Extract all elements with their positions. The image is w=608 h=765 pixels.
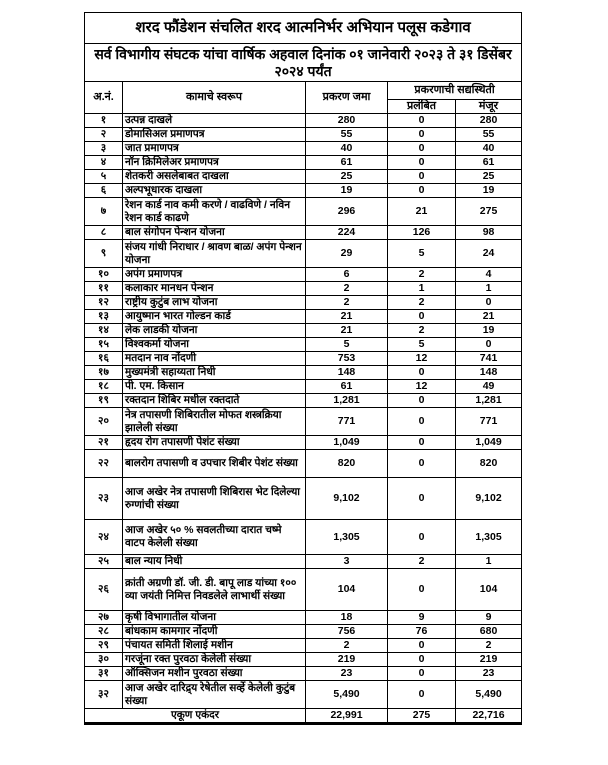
table-row [85,352,522,366]
received-cell: 2 [306,639,388,653]
table-row [85,156,522,170]
approved-cell: 40 [456,142,522,156]
serial-cell: १५ [85,338,123,352]
received-cell: 19 [306,184,388,198]
approved-cell: 21 [456,310,522,324]
work-cell: आज अखेर ५० % सवलतीच्या दारात चष्मे वाटप केलेली संख्या [123,520,306,555]
work-cell: शेतकरी असलेबाबत दाखला [123,170,306,184]
received-cell: 753 [306,352,388,366]
received-cell: 6 [306,268,388,282]
table-row [85,324,522,338]
work-cell: नेत्र तपासणी शिबिरातील मोफत शस्त्रक्रिया झालेली संख्या [123,408,306,436]
work-cell: बाल न्याय निधी [123,555,306,569]
approved-cell: 1 [456,282,522,296]
work-cell: मतदान नाव नोंदणी [123,352,306,366]
report-subtitle: सर्व विभागीय संघटक यांचा वार्षिक अहवाल दिनांक ०१ जानेवारी २०२३ ते ३१ डिसेंबर २०२४ पर्यंत [85,44,522,82]
table-row [85,240,522,268]
approved-cell: 19 [456,184,522,198]
approved-cell: 98 [456,226,522,240]
received-cell: 5 [306,338,388,352]
received-cell: 104 [306,569,388,611]
serial-cell: २३ [85,478,123,520]
pending-cell: 0 [388,366,456,380]
pending-cell: 5 [388,338,456,352]
serial-cell: १९ [85,394,123,408]
approved-cell: 1 [456,555,522,569]
received-cell: 21 [306,310,388,324]
pending-cell: 0 [388,520,456,555]
received-cell: 5,490 [306,681,388,709]
work-cell: बांधकाम कामगार नोंदणी [123,625,306,639]
work-cell: आयुष्मान भारत गोल्डन कार्ड [123,310,306,324]
pending-cell: 0 [388,142,456,156]
approved-cell: 55 [456,128,522,142]
serial-cell: २४ [85,520,123,555]
annual-report-table [84,12,522,725]
total-approved: 22,716 [456,709,522,724]
received-cell: 771 [306,408,388,436]
total-label: एकूण एकंदर [85,709,306,724]
table-row [85,226,522,240]
table-row [85,569,522,611]
pending-cell: 0 [388,114,456,128]
work-cell: नॉन क्रिमिलेअर प्रमाणपत्र [123,156,306,170]
header-status: प्रकरणाची सद्यस्थिती [388,82,522,100]
serial-cell: २८ [85,625,123,639]
pending-cell: 0 [388,156,456,170]
work-cell: पी. एम. किसान [123,380,306,394]
work-cell: जात प्रमाणपत्र [123,142,306,156]
received-cell: 25 [306,170,388,184]
work-cell: आज अखेर नेत्र तपासणी शिबिरास भेट दिलेल्या रुग्णांची संख्या [123,478,306,520]
approved-cell: 49 [456,380,522,394]
pending-cell: 0 [388,310,456,324]
received-cell: 40 [306,142,388,156]
serial-cell: २५ [85,555,123,569]
work-cell: मुख्यमंत्री सहाय्यता निधी [123,366,306,380]
approved-cell: 2 [456,639,522,653]
table-row [85,380,522,394]
received-cell: 21 [306,324,388,338]
pending-cell: 1 [388,282,456,296]
received-cell: 756 [306,625,388,639]
table-row [85,478,522,520]
approved-cell: 771 [456,408,522,436]
work-cell: राष्ट्रीय कुटुंब लाभ योजना [123,296,306,310]
header-pending: प्रलंबित [388,100,456,114]
approved-cell: 280 [456,114,522,128]
table-row [85,184,522,198]
total-received: 22,991 [306,709,388,724]
approved-cell: 19 [456,324,522,338]
serial-cell: २ [85,128,123,142]
received-cell: 1,281 [306,394,388,408]
approved-cell: 5,490 [456,681,522,709]
serial-cell: २१ [85,436,123,450]
pending-cell: 0 [388,639,456,653]
pending-cell: 0 [388,653,456,667]
serial-cell: ९ [85,240,123,268]
table-row [85,394,522,408]
received-cell: 296 [306,198,388,226]
serial-cell: १८ [85,380,123,394]
approved-cell: 25 [456,170,522,184]
received-cell: 2 [306,296,388,310]
serial-cell: ३० [85,653,123,667]
work-cell: लेक लाडकी योजना [123,324,306,338]
pending-cell: 0 [388,128,456,142]
work-cell: अल्पभूधारक दाखला [123,184,306,198]
table-row [85,625,522,639]
work-cell: बाल संगोपन पेन्शन योजना [123,226,306,240]
serial-cell: २७ [85,611,123,625]
work-cell: आज अखेर दारिद्र्य रेषेतील सर्व्हे केलेली कुटुंब संख्या [123,681,306,709]
serial-cell: ७ [85,198,123,226]
table-row [85,639,522,653]
approved-cell: 741 [456,352,522,366]
approved-cell: 0 [456,338,522,352]
serial-cell: ५ [85,170,123,184]
table-row [85,667,522,681]
table-row [85,450,522,478]
approved-cell: 9,102 [456,478,522,520]
table-row [85,268,522,282]
pending-cell: 0 [388,478,456,520]
work-cell: अपंग प्रमाणपत्र [123,268,306,282]
work-cell: हृदय रोग तपासणी पेशंट संख्या [123,436,306,450]
received-cell: 55 [306,128,388,142]
header-approved: मंजूर [456,100,522,114]
work-cell: रक्तदान शिबिर मधील रक्तदाते [123,394,306,408]
pending-cell: 0 [388,681,456,709]
approved-cell: 148 [456,366,522,380]
table-row [85,653,522,667]
received-cell: 148 [306,366,388,380]
pending-cell: 126 [388,226,456,240]
table-row [85,142,522,156]
pending-cell: 0 [388,184,456,198]
approved-cell: 680 [456,625,522,639]
work-cell: डोमासिअल प्रमाणपत्र [123,128,306,142]
approved-cell: 1,281 [456,394,522,408]
pending-cell: 5 [388,240,456,268]
pending-cell: 0 [388,569,456,611]
received-cell: 61 [306,380,388,394]
serial-cell: २२ [85,450,123,478]
pending-cell: 12 [388,380,456,394]
approved-cell: 275 [456,198,522,226]
table-row [85,310,522,324]
serial-cell: १३ [85,310,123,324]
table-row [85,681,522,709]
pending-cell: 0 [388,450,456,478]
pending-cell: 0 [388,667,456,681]
total-row [85,709,522,724]
work-cell: रेशन कार्ड नाव कमी करणे / वाढविणे / नविन रेशन कार्ड काढणे [123,198,306,226]
serial-cell: १४ [85,324,123,338]
received-cell: 9,102 [306,478,388,520]
serial-cell: १६ [85,352,123,366]
approved-cell: 219 [456,653,522,667]
work-cell: उत्पन्न दाखले [123,114,306,128]
serial-cell: ३ [85,142,123,156]
pending-cell: 2 [388,324,456,338]
work-cell: बालरोग तपासणी व उपचार शिबीर पेशंट संख्या [123,450,306,478]
serial-cell: ४ [85,156,123,170]
approved-cell: 104 [456,569,522,611]
pending-cell: 0 [388,170,456,184]
pending-cell: 21 [388,198,456,226]
header-serial: अ.नं. [85,82,123,114]
table-row [85,296,522,310]
table-row [85,282,522,296]
pending-cell: 0 [388,436,456,450]
work-cell: कलाकार मानधन पेन्शन [123,282,306,296]
work-cell: विश्वकर्मा योजना [123,338,306,352]
header-work: कामाचे स्वरूप [123,82,306,114]
serial-cell: १ [85,114,123,128]
received-cell: 219 [306,653,388,667]
work-cell: क्रांती अग्रणी डॉ. जी. डी. बापू लाड यांच्या १०० व्या जयंती निमित्त निवडलेले लाभार्थी संख्या [123,569,306,611]
received-cell: 2 [306,282,388,296]
received-cell: 23 [306,667,388,681]
work-cell: पंचायत समिती शिलाई मशीन [123,639,306,653]
serial-cell: ८ [85,226,123,240]
serial-cell: ३१ [85,667,123,681]
pending-cell: 2 [388,555,456,569]
approved-cell: 1,305 [456,520,522,555]
table-row [85,436,522,450]
header-received: प्रकरण जमा [306,82,388,114]
approved-cell: 1,049 [456,436,522,450]
table-row [85,408,522,436]
pending-cell: 2 [388,268,456,282]
serial-cell: १० [85,268,123,282]
approved-cell: 23 [456,667,522,681]
serial-cell: ३२ [85,681,123,709]
received-cell: 224 [306,226,388,240]
table-row [85,338,522,352]
pending-cell: 0 [388,394,456,408]
received-cell: 18 [306,611,388,625]
approved-cell: 61 [456,156,522,170]
received-cell: 29 [306,240,388,268]
work-cell: गरजूंना रक्त पुरवठा केलेली संख्या [123,653,306,667]
table-row [85,520,522,555]
table-row [85,170,522,184]
report-title: शरद फौंडेशन संचलित शरद आत्मनिर्भर अभियान पलूस कडेगाव [85,13,522,44]
serial-cell: २० [85,408,123,436]
serial-cell: २६ [85,569,123,611]
pending-cell: 9 [388,611,456,625]
work-cell: संजय गांधी निराधार / श्रावण बाळ/ अपंग पेन्शन योजना [123,240,306,268]
table-row [85,198,522,226]
work-cell: कृषी विभागातील योजना [123,611,306,625]
table-row [85,555,522,569]
received-cell: 280 [306,114,388,128]
table-row [85,366,522,380]
pending-cell: 76 [388,625,456,639]
work-cell: ऑक्सिजन मशीन पुरवठा संख्या [123,667,306,681]
serial-cell: १७ [85,366,123,380]
serial-cell: १२ [85,296,123,310]
serial-cell: २९ [85,639,123,653]
table-row [85,114,522,128]
total-pending: 275 [388,709,456,724]
pending-cell: 0 [388,408,456,436]
approved-cell: 0 [456,296,522,310]
pending-cell: 12 [388,352,456,366]
received-cell: 3 [306,555,388,569]
serial-cell: ११ [85,282,123,296]
approved-cell: 820 [456,450,522,478]
approved-cell: 24 [456,240,522,268]
serial-cell: ६ [85,184,123,198]
received-cell: 61 [306,156,388,170]
received-cell: 820 [306,450,388,478]
received-cell: 1,305 [306,520,388,555]
approved-cell: 4 [456,268,522,282]
pending-cell: 2 [388,296,456,310]
approved-cell: 9 [456,611,522,625]
received-cell: 1,049 [306,436,388,450]
table-row [85,128,522,142]
table-row [85,611,522,625]
